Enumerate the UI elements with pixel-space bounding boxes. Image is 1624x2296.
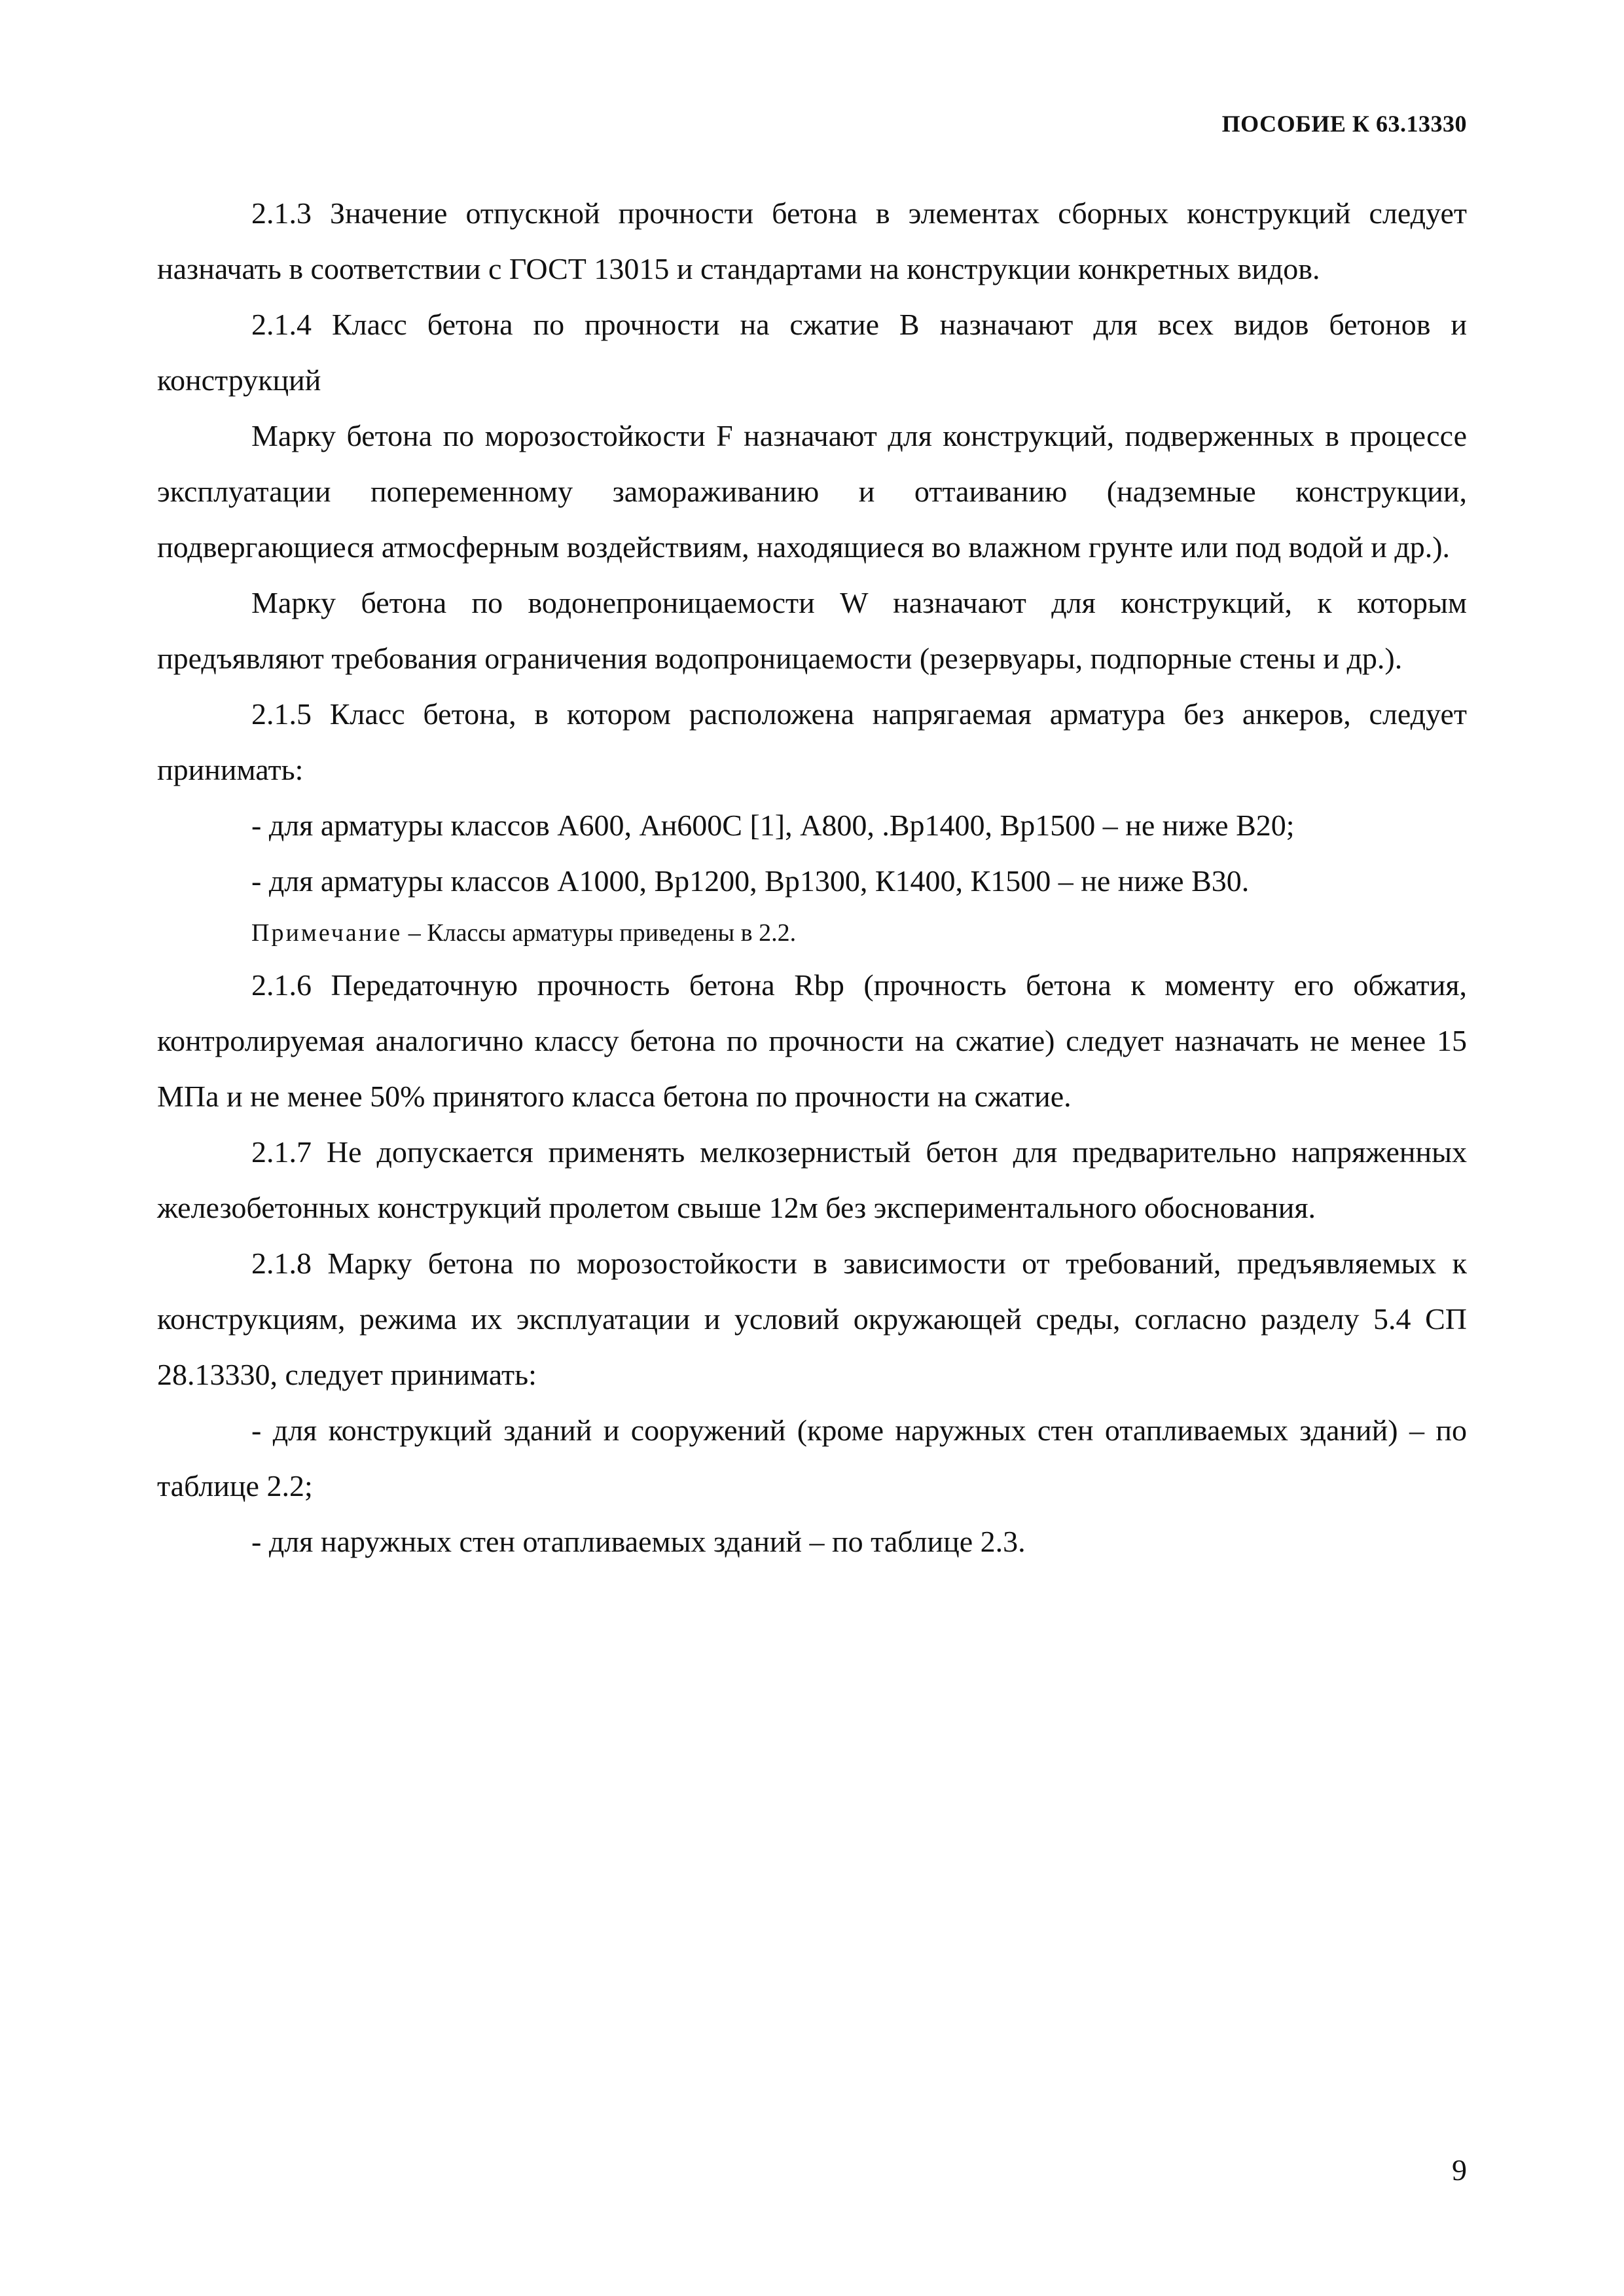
list-item-b20: - для арматуры классов А600, Ан600С [1], А800, .Вр1400, Вр1500 – не ниже В20; — [251, 809, 1295, 842]
paragraph-2-1-7: 2.1.7 Не допускается применять мелкозернистый бетон для предварительно напряженных железобетонных конструкций пролетом свыше 12м без экспериментального обоснования. — [157, 1135, 1467, 1224]
paragraph-2-1-5: 2.1.5 Класс бетона, в котором расположена напрягаемая арматура без анкеров, следует принимать: — [157, 697, 1467, 786]
paragraph-2-1-4: 2.1.4 Класс бетона по прочности на сжатие В назначают для всех видов бетонов и конструкций — [157, 308, 1467, 397]
note-label: Примечание — [251, 919, 403, 947]
document-header: ПОСОБИЕ К 63.13330 — [1221, 111, 1467, 137]
note — [157, 909, 1467, 957]
list-item-b30: - для арматуры классов А1000, Вр1200, Вр1300, К1400, К1500 – не ниже В30. — [251, 864, 1250, 898]
list-item-table-2-3: - для наружных стен отапливаемых зданий – по таблице 2.3. — [251, 1525, 1026, 1558]
paragraph-2-1-3: 2.1.3 Значение отпускной прочности бетона в элементах сборных конструкций следует назначать в соответствии с ГОСТ 13015 и стандартами на конструкции конкретных видов. — [157, 196, 1467, 285]
page-number: 9 — [1452, 2153, 1467, 2187]
document-body — [157, 185, 1467, 1569]
paragraph-2-1-6: 2.1.6 Передаточную прочность бетона Rbp (прочность бетона к моменту его обжатия, контролируемая аналогично классу бетона по прочности на сжатие) следует назначать не менее 15 МПа и не менее 50% принятого класса бетона по прочности на сжатие. — [157, 968, 1467, 1113]
paragraph-2-1-8: 2.1.8 Марку бетона по морозостойкости в зависимости от требований, предъявляемых к конструкциям, режима их эксплуатации и условий окружающей среды, согласно разделу 5.4 СП 28.13330, следует принимать: — [157, 1247, 1467, 1391]
list-item-table-2-2: - для конструкций зданий и сооружений (кроме наружных стен отапливаемых зданий) – по таблице 2.2; — [157, 1413, 1467, 1503]
paragraph-water-resistance: Марку бетона по водонепроницаемости W назначают для конструкций, к которым предъявляют требования ограничения водопроницаемости (резервуары, подпорные стены и др.). — [157, 586, 1467, 675]
paragraph-frost-resistance: Марку бетона по морозостойкости F назначают для конструкций, подверженных в процессе эксплуатации попеременному замораживанию и оттаиванию (надземные конструкции, подвергающиеся атмосферным воздействиям, находящиеся во влажном грунте или под водой и др.). — [157, 419, 1467, 564]
note-text: – Классы арматуры приведены в 2.2. — [402, 919, 797, 947]
